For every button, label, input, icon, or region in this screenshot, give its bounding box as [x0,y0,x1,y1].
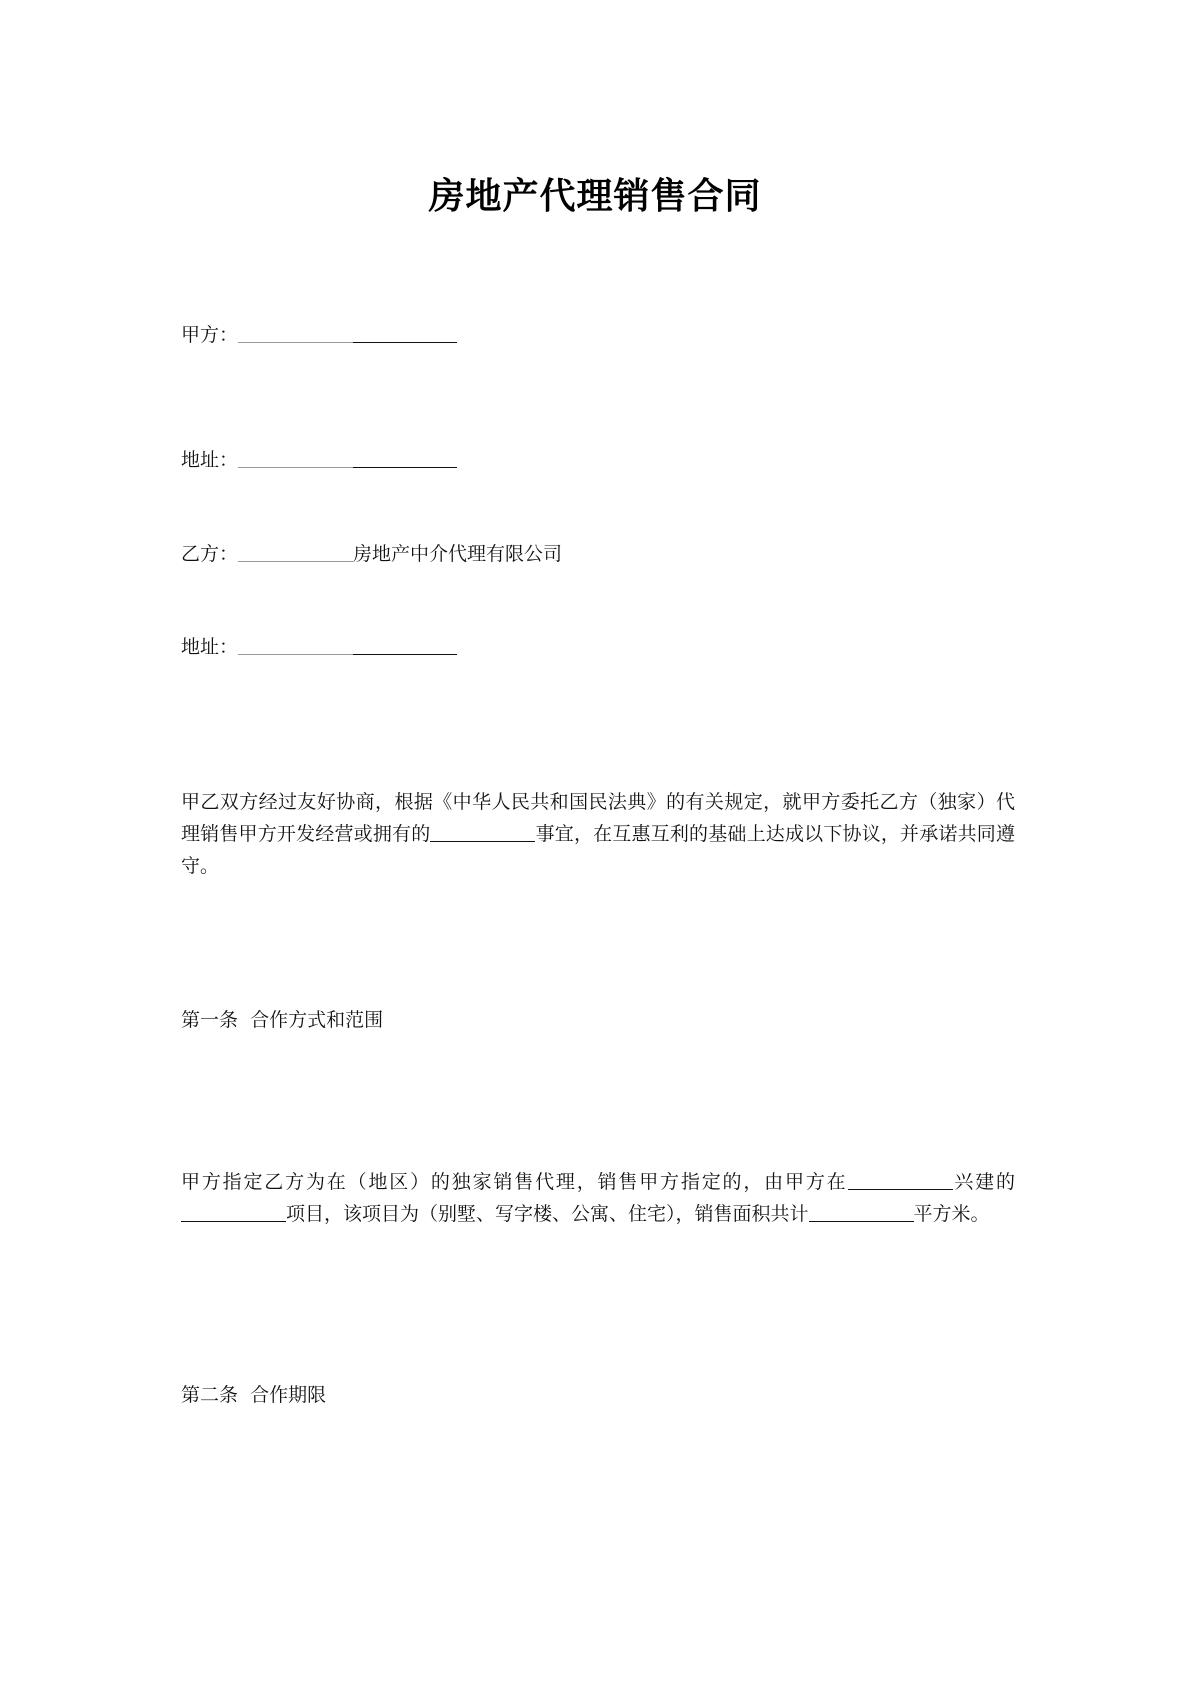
party-b-address-line [181,635,457,659]
preamble-paragraph [181,786,1015,882]
article-1-text-3: 项目，该项目为（别墅、写字楼、公寓、住宅），销售面积共计 [286,1203,809,1225]
party-b-address-label: 地址： [181,636,239,658]
build-location-blank[interactable] [848,1188,953,1190]
party-a-address-label: 地址： [181,449,239,471]
party-a-address-blank[interactable] [238,450,457,474]
article-1-paragraph [181,1166,1015,1230]
article-1-heading: 第一条 合作方式和范围 [181,1009,384,1031]
party-a-label: 甲方： [181,324,239,346]
project-name-blank[interactable] [181,1220,286,1222]
party-b-address-blank[interactable] [238,637,457,661]
party-b-blank[interactable] [238,544,353,568]
article-2-heading: 第二条 合作期限 [181,1384,327,1406]
preamble-text-1: 甲乙双方经过友好协商，根据《中华人民共和国民法典》的有关规定，就甲方委托乙方（独家）代理销售甲方开发经营或拥有的 [181,791,1015,845]
party-a-line [181,323,457,347]
party-b-company-suffix: 房地产中介代理有限公司 [353,543,563,565]
article-1-text-2: 兴建的 [952,1171,1015,1193]
party-b-line [181,542,562,566]
page-title: 房地产代理销售合同 [428,176,762,217]
sales-area-blank[interactable] [809,1220,914,1222]
preamble-property-blank[interactable] [430,840,535,842]
party-a-blank[interactable] [238,325,457,349]
article-1-text-1: 甲方指定乙方为在（地区）的独家销售代理，销售甲方指定的，由甲方在 [181,1171,848,1193]
preamble-text-2: 事宜，在互惠互利的基础上达成以下协议，并承诺共同遵守。 [181,823,1015,877]
party-b-label: 乙方： [181,543,239,565]
party-a-address-line [181,448,457,472]
article-1-text-4: 平方米。 [913,1203,990,1225]
